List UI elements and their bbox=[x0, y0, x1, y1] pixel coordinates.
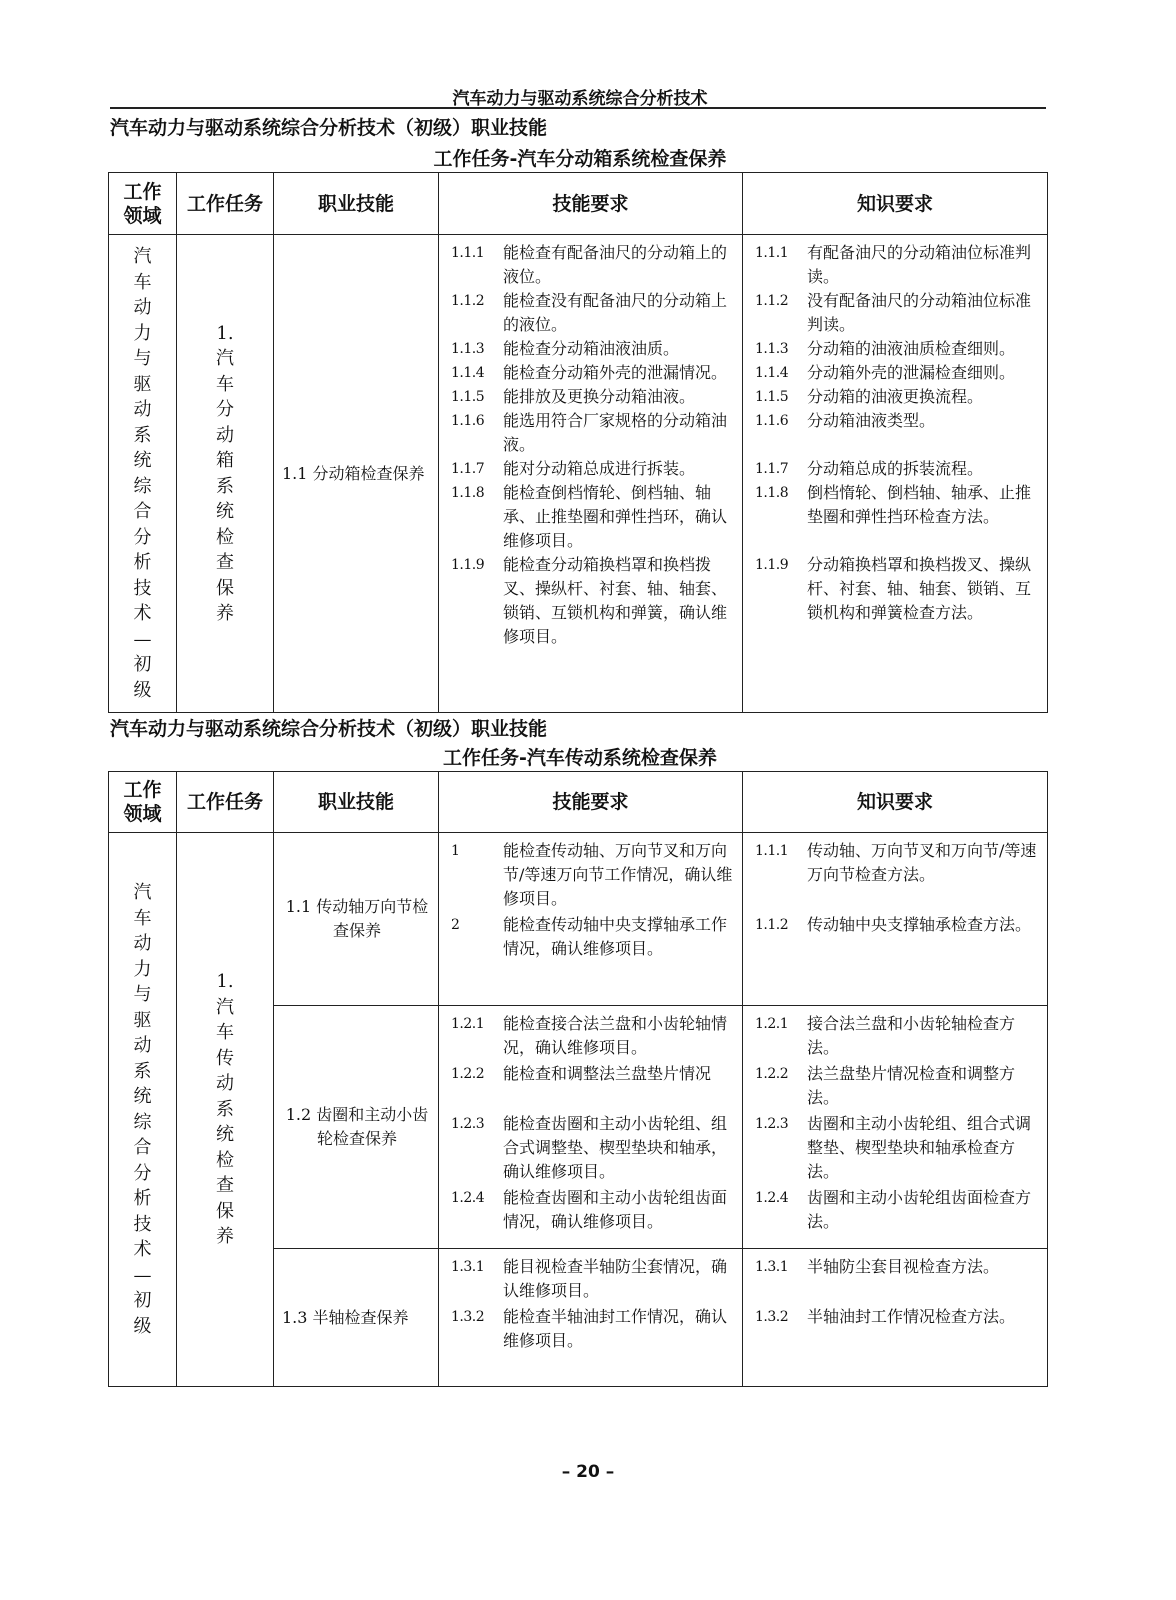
item-text: 能检查没有配备油尺的分动箱上的液位。 bbox=[503, 291, 728, 334]
skill-req-cell bbox=[439, 833, 743, 1006]
item-number: 1.2.4 bbox=[451, 1190, 485, 1206]
list-item bbox=[451, 1012, 736, 1060]
item-text: 能检查传动轴、万向节叉和万向节/等速万向节工作情况，确认维修项目。 bbox=[503, 841, 733, 908]
item-number: 1.1.1 bbox=[755, 245, 789, 261]
section2-task-title: 工作任务-汽车传动系统检查保养 bbox=[443, 747, 717, 769]
item-text: 接合法兰盘和小齿轮轴检查方法。 bbox=[807, 1014, 1016, 1057]
item-text: 没有配备油尺的分动箱油位标准判读。 bbox=[807, 291, 1032, 334]
list-item bbox=[755, 241, 1041, 289]
header-knowledge-req: 知识要求 bbox=[743, 772, 1048, 833]
list-item bbox=[451, 289, 736, 337]
header-work-task: 工作任务 bbox=[177, 173, 274, 235]
item-number: 1.3.2 bbox=[755, 1309, 789, 1325]
list-item bbox=[755, 553, 1041, 649]
item-number: 1.1.6 bbox=[451, 413, 485, 429]
item-text: 能检查有配备油尺的分动箱上的液位。 bbox=[503, 243, 728, 286]
item-text: 分动箱总成的拆装流程。 bbox=[807, 459, 984, 478]
item-number: 1 bbox=[451, 843, 460, 859]
section2-title: 汽车动力与驱动系统综合分析技术（初级）职业技能 bbox=[110, 718, 548, 740]
knowledge-req-cell bbox=[743, 833, 1048, 1006]
item-number: 1.1.7 bbox=[755, 461, 789, 477]
item-number: 1.2.1 bbox=[451, 1016, 485, 1032]
item-text: 有配备油尺的分动箱油位标准判读。 bbox=[807, 243, 1032, 286]
item-number: 1.1.2 bbox=[755, 917, 789, 933]
item-number: 1.1.4 bbox=[755, 365, 789, 381]
skill-req-list bbox=[451, 1255, 736, 1353]
skill-cell: 1.1 分动箱检查保养 bbox=[274, 235, 439, 713]
page-number: – 20 – bbox=[561, 1462, 615, 1482]
list-item bbox=[755, 361, 1041, 385]
item-number: 1.2.2 bbox=[451, 1066, 485, 1082]
item-number: 1.3.2 bbox=[451, 1309, 485, 1325]
section1-task-title: 工作任务-汽车分动箱系统检查保养 bbox=[433, 148, 727, 170]
skill-cell: 1.3 半轴检查保养 bbox=[274, 1249, 439, 1387]
list-item bbox=[451, 913, 736, 961]
item-text: 半轴防尘套目视检查方法。 bbox=[807, 1257, 1000, 1276]
item-text: 半轴油封工作情况检查方法。 bbox=[807, 1307, 1016, 1326]
list-item bbox=[755, 839, 1041, 911]
item-number: 1.2.1 bbox=[755, 1016, 789, 1032]
knowledge-req-list bbox=[755, 1012, 1041, 1234]
list-item bbox=[451, 457, 736, 481]
item-text: 分动箱的油液更换流程。 bbox=[807, 387, 984, 406]
item-text: 传动轴中央支撑轴承检查方法。 bbox=[807, 915, 1032, 934]
item-text: 能检查和调整法兰盘垫片情况 bbox=[503, 1064, 712, 1083]
item-number: 1.2.2 bbox=[755, 1066, 789, 1082]
table-row bbox=[109, 833, 1048, 1006]
list-item bbox=[755, 481, 1041, 553]
skill-req-list bbox=[451, 839, 736, 961]
work-task-cell: 1.汽车分动箱系统检查保养 bbox=[177, 235, 274, 713]
item-text: 倒档惰轮、倒档轴、轴承、止推垫圈和弹性挡环检查方法。 bbox=[807, 483, 1032, 526]
section1-table bbox=[108, 172, 1048, 713]
work-domain-cell: 汽车动力与驱动系统综合分析技术—初级 bbox=[109, 833, 177, 1387]
skill-req-list bbox=[451, 1012, 736, 1234]
list-item bbox=[451, 361, 736, 385]
skill-req-cell bbox=[439, 1006, 743, 1249]
item-number: 1.1.4 bbox=[451, 365, 485, 381]
list-item bbox=[755, 913, 1041, 961]
list-item bbox=[755, 289, 1041, 337]
list-item bbox=[451, 1255, 736, 1303]
knowledge-req-cell bbox=[743, 1249, 1048, 1387]
knowledge-req-list bbox=[755, 839, 1041, 961]
item-text: 能检查半轴油封工作情况，确认维修项目。 bbox=[503, 1307, 728, 1350]
knowledge-req-list bbox=[755, 1255, 1041, 1353]
skill-req-list bbox=[451, 241, 736, 649]
item-text: 能检查分动箱油液油质。 bbox=[503, 339, 680, 358]
list-item bbox=[451, 481, 736, 553]
item-text: 能选用符合厂家规格的分动箱油液。 bbox=[503, 411, 728, 454]
list-item bbox=[755, 1012, 1041, 1060]
item-number: 1.1.3 bbox=[451, 341, 485, 357]
item-text: 能检查传动轴中央支撑轴承工作情况，确认维修项目。 bbox=[503, 915, 728, 958]
list-item bbox=[451, 1112, 736, 1184]
knowledge-req-cell bbox=[743, 1006, 1048, 1249]
item-number: 1.1.3 bbox=[755, 341, 789, 357]
item-text: 传动轴、万向节叉和万向节/等速万向节检查方法。 bbox=[807, 841, 1037, 884]
running-head: 汽车动力与驱动系统综合分析技术 bbox=[452, 89, 708, 109]
section2-table bbox=[108, 771, 1048, 1387]
skill-cell: 1.1 传动轴万向节检查保养 bbox=[274, 833, 439, 1006]
item-number: 1.3.1 bbox=[451, 1259, 485, 1275]
list-item bbox=[755, 1062, 1041, 1110]
item-text: 能排放及更换分动箱油液。 bbox=[503, 387, 696, 406]
list-item bbox=[451, 1305, 736, 1353]
header-work-domain: 工作领域 bbox=[109, 772, 177, 833]
list-item bbox=[451, 1186, 736, 1234]
list-item bbox=[755, 1112, 1041, 1184]
list-item bbox=[451, 1062, 736, 1110]
item-text: 分动箱油液类型。 bbox=[807, 411, 936, 430]
header-work-domain: 工作领域 bbox=[109, 173, 177, 235]
item-number: 1.1.5 bbox=[451, 389, 485, 405]
item-number: 1.1.1 bbox=[755, 843, 789, 859]
item-number: 1.2.4 bbox=[755, 1190, 789, 1206]
item-text: 能检查齿圈和主动小齿轮组、组合式调整垫、楔型垫块和轴承，确认维修项目。 bbox=[503, 1114, 728, 1181]
item-text: 能目视检查半轴防尘套情况，确认维修项目。 bbox=[503, 1257, 728, 1300]
item-number: 1.2.3 bbox=[451, 1116, 485, 1132]
item-number: 1.1.2 bbox=[755, 293, 789, 309]
item-text: 分动箱外壳的泄漏检查细则。 bbox=[807, 363, 1016, 382]
list-item bbox=[451, 385, 736, 409]
header-skill: 职业技能 bbox=[274, 173, 439, 235]
item-text: 能检查接合法兰盘和小齿轮轴情况，确认维修项目。 bbox=[503, 1014, 728, 1057]
section1-title: 汽车动力与驱动系统综合分析技术（初级）职业技能 bbox=[110, 117, 548, 139]
item-number: 1.1.9 bbox=[755, 557, 789, 573]
item-number: 1.1.5 bbox=[755, 389, 789, 405]
list-item bbox=[755, 337, 1041, 361]
list-item bbox=[755, 1186, 1041, 1234]
list-item bbox=[755, 457, 1041, 481]
list-item bbox=[755, 1255, 1041, 1303]
list-item bbox=[755, 385, 1041, 409]
item-text: 分动箱的油液油质检查细则。 bbox=[807, 339, 1016, 358]
item-text: 法兰盘垫片情况检查和调整方法。 bbox=[807, 1064, 1016, 1107]
item-number: 1.1.7 bbox=[451, 461, 485, 477]
item-number: 1.1.9 bbox=[451, 557, 485, 573]
list-item bbox=[451, 337, 736, 361]
item-number: 1.1.1 bbox=[451, 245, 485, 261]
list-item bbox=[755, 1305, 1041, 1353]
item-number: 1.3.1 bbox=[755, 1259, 789, 1275]
item-number: 2 bbox=[451, 917, 460, 933]
list-item bbox=[755, 409, 1041, 457]
item-number: 1.2.3 bbox=[755, 1116, 789, 1132]
list-item bbox=[451, 409, 736, 457]
header-skill-req: 技能要求 bbox=[439, 772, 743, 833]
list-item bbox=[451, 241, 736, 289]
work-task-cell: 1.汽车传动系统检查保养 bbox=[177, 833, 274, 1387]
item-text: 齿圈和主动小齿轮组齿面检查方法。 bbox=[807, 1188, 1032, 1231]
header-knowledge-req: 知识要求 bbox=[743, 173, 1048, 235]
item-number: 1.1.6 bbox=[755, 413, 789, 429]
item-text: 分动箱换档罩和换档拨叉、操纵杆、衬套、轴、轴套、锁销、互锁机构和弹簧检查方法。 bbox=[807, 555, 1032, 622]
knowledge-req-list bbox=[755, 241, 1041, 649]
work-domain-cell: 汽车动力与驱动系统综合分析技术—初级 bbox=[109, 235, 177, 713]
item-text: 齿圈和主动小齿轮组、组合式调整垫、楔型垫块和轴承检查方法。 bbox=[807, 1114, 1032, 1181]
item-text: 能检查齿圈和主动小齿轮组齿面情况，确认维修项目。 bbox=[503, 1188, 728, 1231]
header-rule bbox=[110, 107, 1046, 109]
header-work-task: 工作任务 bbox=[177, 772, 274, 833]
skill-req-cell bbox=[439, 1249, 743, 1387]
header-skill-req: 技能要求 bbox=[439, 173, 743, 235]
item-number: 1.1.8 bbox=[755, 485, 789, 501]
table-header-row bbox=[109, 173, 1048, 235]
skill-cell: 1.2 齿圈和主动小齿轮检查保养 bbox=[274, 1006, 439, 1249]
knowledge-req-cell bbox=[743, 235, 1048, 713]
item-text: 能检查分动箱换档罩和换档拨叉、操纵杆、衬套、轴、轴套、锁销、互锁机构和弹簧，确认维修项目。 bbox=[503, 555, 728, 646]
table-row bbox=[109, 235, 1048, 713]
table-header-row bbox=[109, 772, 1048, 833]
list-item bbox=[451, 553, 736, 649]
item-text: 能检查倒档惰轮、倒档轴、轴承、止推垫圈和弹性挡环，确认维修项目。 bbox=[503, 483, 728, 550]
header-skill: 职业技能 bbox=[274, 772, 439, 833]
item-number: 1.1.2 bbox=[451, 293, 485, 309]
list-item bbox=[451, 839, 736, 911]
skill-req-cell bbox=[439, 235, 743, 713]
item-text: 能对分动箱总成进行拆装。 bbox=[503, 459, 696, 478]
item-text: 能检查分动箱外壳的泄漏情况。 bbox=[503, 363, 728, 382]
item-number: 1.1.8 bbox=[451, 485, 485, 501]
